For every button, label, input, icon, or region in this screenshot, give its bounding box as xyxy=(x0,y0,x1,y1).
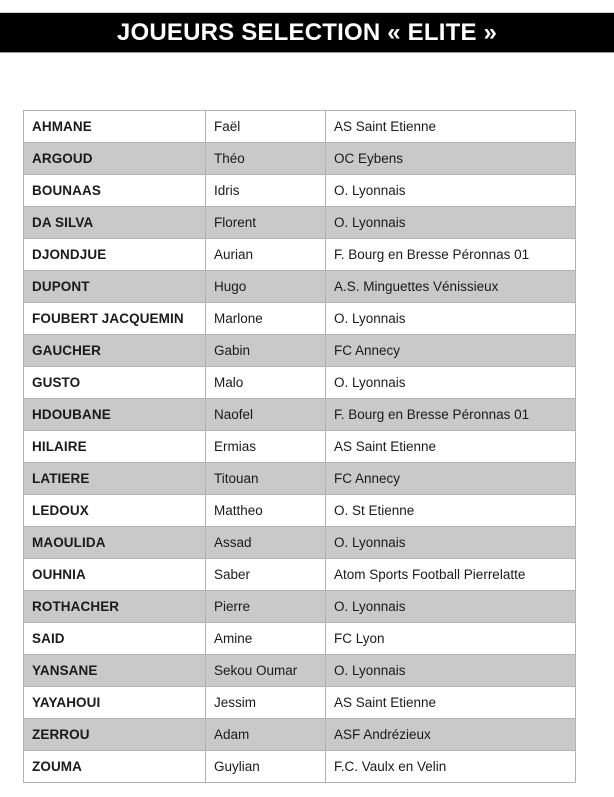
table-row xyxy=(24,239,576,271)
table-row xyxy=(24,687,576,719)
player-club: AS Saint Etienne xyxy=(326,431,576,463)
player-first-name: Marlone xyxy=(206,303,326,335)
table-row xyxy=(24,495,576,527)
player-first-name: Mattheo xyxy=(206,495,326,527)
table-row xyxy=(24,431,576,463)
player-club: FC Lyon xyxy=(326,623,576,655)
table-row xyxy=(24,463,576,495)
table-row xyxy=(24,303,576,335)
player-first-name: Aurian xyxy=(206,239,326,271)
player-last-name: BOUNAAS xyxy=(24,175,206,207)
player-first-name: Hugo xyxy=(206,271,326,303)
player-last-name: ZERROU xyxy=(24,719,206,751)
players-table-container xyxy=(23,110,575,783)
player-club: OC Eybens xyxy=(326,143,576,175)
player-first-name: Gabin xyxy=(206,335,326,367)
player-last-name: LEDOUX xyxy=(24,495,206,527)
player-last-name: DA SILVA xyxy=(24,207,206,239)
player-club: O. Lyonnais xyxy=(326,655,576,687)
player-last-name: FOUBERT JACQUEMIN xyxy=(24,303,206,335)
player-first-name: Jessim xyxy=(206,687,326,719)
player-club: O. Lyonnais xyxy=(326,591,576,623)
player-first-name: Adam xyxy=(206,719,326,751)
player-club: O. Lyonnais xyxy=(326,175,576,207)
player-first-name: Pierre xyxy=(206,591,326,623)
players-table-body xyxy=(24,111,576,783)
player-club: FC Annecy xyxy=(326,335,576,367)
player-first-name: Assad xyxy=(206,527,326,559)
player-last-name: SAID xyxy=(24,623,206,655)
page-header-banner xyxy=(0,13,614,52)
player-club: O. Lyonnais xyxy=(326,527,576,559)
player-first-name: Titouan xyxy=(206,463,326,495)
player-last-name: GUSTO xyxy=(24,367,206,399)
player-club: O. St Etienne xyxy=(326,495,576,527)
player-club: AS Saint Etienne xyxy=(326,687,576,719)
players-table xyxy=(23,110,576,783)
table-row xyxy=(24,527,576,559)
table-row xyxy=(24,399,576,431)
player-first-name: Théo xyxy=(206,143,326,175)
player-first-name: Ermias xyxy=(206,431,326,463)
player-last-name: ARGOUD xyxy=(24,143,206,175)
table-row xyxy=(24,655,576,687)
player-first-name: Florent xyxy=(206,207,326,239)
player-first-name: Naofel xyxy=(206,399,326,431)
player-last-name: OUHNIA xyxy=(24,559,206,591)
player-first-name: Idris xyxy=(206,175,326,207)
player-club: AS Saint Etienne xyxy=(326,111,576,143)
table-row xyxy=(24,111,576,143)
table-row xyxy=(24,367,576,399)
table-row xyxy=(24,175,576,207)
player-club: FC Annecy xyxy=(326,463,576,495)
player-club: ASF Andrézieux xyxy=(326,719,576,751)
player-last-name: MAOULIDA xyxy=(24,527,206,559)
player-last-name: LATIERE xyxy=(24,463,206,495)
player-first-name: Faël xyxy=(206,111,326,143)
table-row xyxy=(24,559,576,591)
table-row xyxy=(24,335,576,367)
player-club: O. Lyonnais xyxy=(326,207,576,239)
table-row xyxy=(24,207,576,239)
player-club: A.S. Minguettes Vénissieux xyxy=(326,271,576,303)
player-first-name: Guylian xyxy=(206,751,326,783)
player-last-name: ROTHACHER xyxy=(24,591,206,623)
player-last-name: DUPONT xyxy=(24,271,206,303)
player-first-name: Amine xyxy=(206,623,326,655)
table-row xyxy=(24,591,576,623)
player-club: O. Lyonnais xyxy=(326,303,576,335)
player-first-name: Sekou Oumar xyxy=(206,655,326,687)
player-last-name: GAUCHER xyxy=(24,335,206,367)
page-title: JOUEURS SELECTION « ELITE » xyxy=(116,18,498,46)
table-row xyxy=(24,751,576,783)
player-last-name: HDOUBANE xyxy=(24,399,206,431)
table-row xyxy=(24,719,576,751)
player-last-name: AHMANE xyxy=(24,111,206,143)
table-row xyxy=(24,143,576,175)
player-club: F. Bourg en Bresse Péronnas 01 xyxy=(326,399,576,431)
player-last-name: ZOUMA xyxy=(24,751,206,783)
table-row xyxy=(24,271,576,303)
player-club: F.C. Vaulx en Velin xyxy=(326,751,576,783)
player-club: Atom Sports Football Pierrelatte xyxy=(326,559,576,591)
player-last-name: DJONDJUE xyxy=(24,239,206,271)
table-row xyxy=(24,623,576,655)
player-first-name: Malo xyxy=(206,367,326,399)
player-last-name: YANSANE xyxy=(24,655,206,687)
player-last-name: YAYAHOUI xyxy=(24,687,206,719)
player-club: O. Lyonnais xyxy=(326,367,576,399)
player-club: F. Bourg en Bresse Péronnas 01 xyxy=(326,239,576,271)
player-last-name: HILAIRE xyxy=(24,431,206,463)
player-first-name: Saber xyxy=(206,559,326,591)
